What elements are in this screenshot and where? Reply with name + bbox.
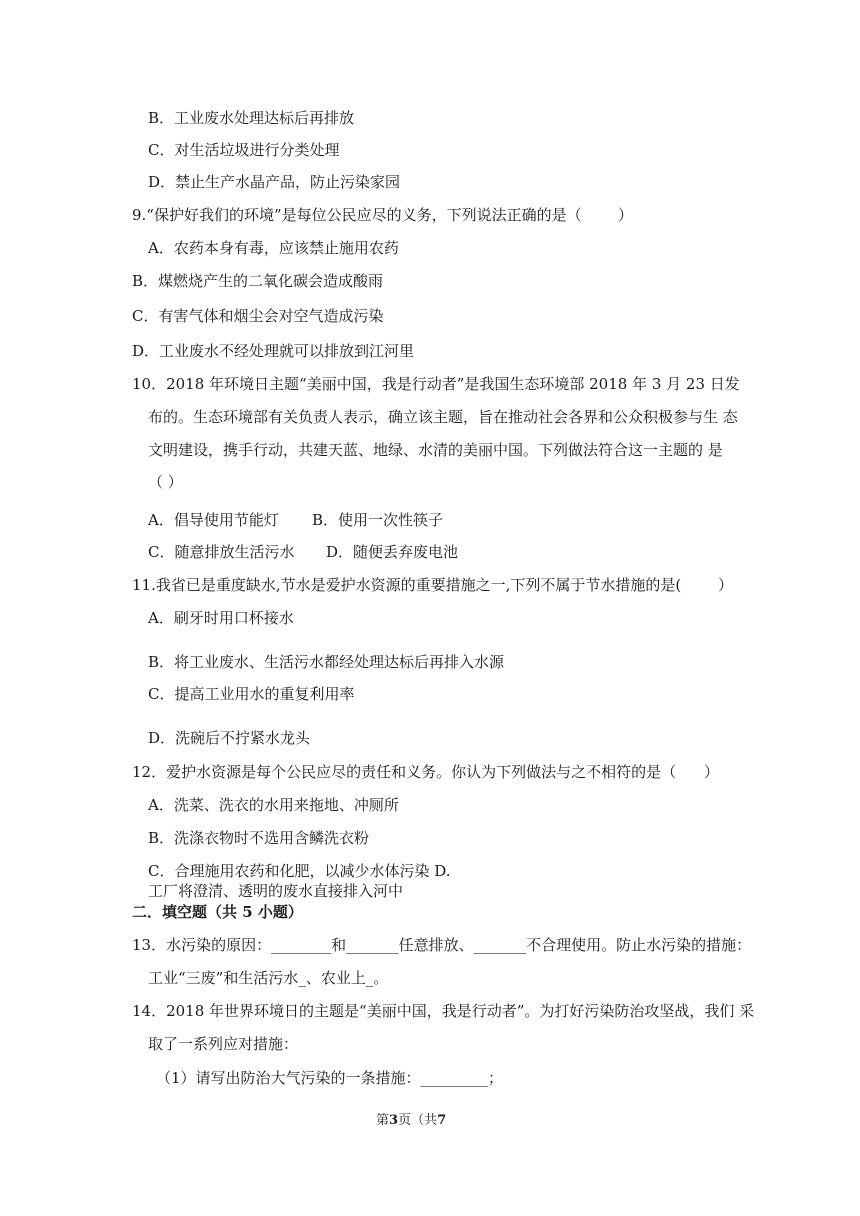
- q10-option-a: A．倡导使用节能灯: [148, 511, 279, 529]
- q9-stem: 9.“保护好我们的环境”是每位公民应尽的义务，下列说法正确的是（: [132, 206, 582, 224]
- q10-stem-line2: 布的。生态环境部有关负责人表示，确立该主题，旨在推动社会各界和公众积极参与生 态: [148, 408, 738, 426]
- q10-stem-line3: 文明建设，携手行动，共建天蓝、地绿、水清的美丽中国。下列做法符合这一主题的 是: [148, 441, 723, 459]
- footer-mid: 页（共: [398, 1113, 438, 1128]
- q8-option-c: C．对生活垃圾进行分类处理: [148, 141, 340, 159]
- footer-prefix: 第: [376, 1113, 390, 1128]
- q11-option-a: A．刷牙时用口杯接水: [148, 609, 294, 627]
- q9-option-d: D．工业废水不经处理就可以排放到江河里: [132, 342, 415, 360]
- footer-page-number: 3: [389, 1113, 399, 1128]
- q10-stem-line4: （ ）: [148, 473, 183, 491]
- q14-line2: 取了一系列应对措施：: [148, 1035, 299, 1053]
- q12-option-a: A．洗菜、洗衣的水用来拖地、冲厕所: [148, 796, 399, 814]
- q13-line2: 工业“三废”和生活污水_、农业上_。: [148, 969, 389, 987]
- section-fill-in-heading: 二．填空题（共 5 小题）: [132, 903, 303, 921]
- q14-sub1: （1）请写出防治大气污染的一条措施：_________；: [156, 1069, 504, 1087]
- q11-option-d: D．洗碗后不拧紧水龙头: [148, 729, 311, 747]
- q11-paren-close: ）: [718, 576, 734, 594]
- q12-stem: 12．爱护水资源是每个公民应尽的责任和义务。你认为下列做法与之不相符的是（: [132, 763, 677, 781]
- q14-line1: 14．2018 年世界环境日的主题是“美丽中国，我是行动者”。为打好污染防治攻坚战，我们 采: [132, 1002, 755, 1020]
- q12-paren-close: ）: [704, 763, 720, 781]
- q8-option-d: D．禁止生产水晶产品，防止污染家园: [148, 173, 401, 191]
- q10-option-d: D．随便丢弃废电池: [326, 543, 459, 561]
- q12-option-c: C．合理施用农药和化肥，以减少水体污染 D.: [148, 862, 451, 880]
- q10-stem-line1: 10．2018 年环境日主题“美丽中国，我是行动者”是我国生态环境部 2018 年 3 月 23 日发: [132, 375, 740, 393]
- q10-option-c: C．随意排放生活污水: [148, 543, 295, 561]
- q9-option-c: C．有害气体和烟尘会对空气造成污染: [132, 307, 384, 325]
- q9-option-a: A．农药本身有毒，应该禁止施用农药: [148, 239, 399, 257]
- page-footer: [376, 1111, 446, 1131]
- q13-line1: 13．水污染的原因：________和_______任意排放、_______不合理使用。防止水污染的措施：: [132, 936, 752, 954]
- footer-total-pages: 7: [437, 1113, 447, 1128]
- q12-option-d: 工厂将澄清、透明的废水直接排入河中: [148, 882, 404, 900]
- q11-option-b: B．将工业废水、生活污水都经处理达标后再排入水源: [148, 653, 505, 671]
- q11-option-c: C．提高工业用水的重复利用率: [148, 685, 355, 703]
- q10-option-b: B．使用一次性筷子: [312, 511, 444, 529]
- q8-option-b: B．工业废水处理达标后再排放: [148, 109, 355, 127]
- q12-option-b: B．洗涤衣物时不选用含鳞洗衣粉: [148, 829, 370, 847]
- q9-paren-close: ）: [618, 206, 634, 224]
- q11-stem: 11.我省已是重度缺水,节水是爱护水资源的重要措施之一,下列不属于节水措施的是(: [132, 576, 682, 594]
- q9-option-b: B．煤燃烧产生的二氧化碳会造成酸雨: [132, 272, 384, 290]
